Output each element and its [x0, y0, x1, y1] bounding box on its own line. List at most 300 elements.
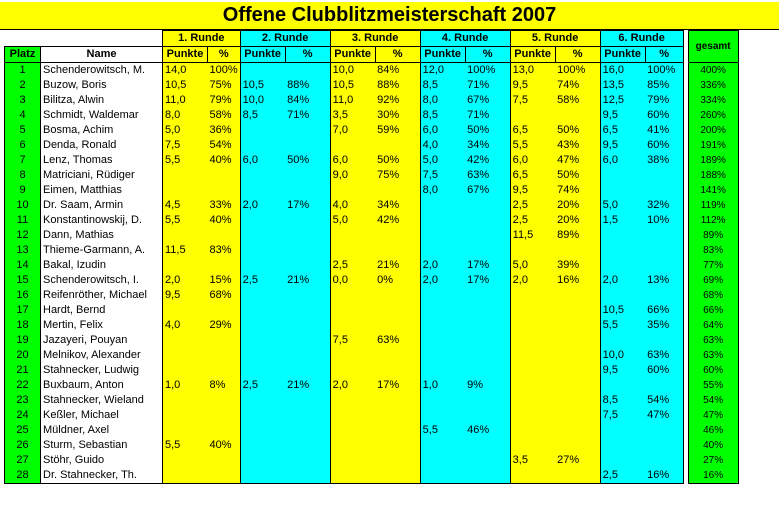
gesamt-cell: 60%: [688, 363, 738, 378]
round-2-points-cell: [240, 168, 285, 183]
round-5-points-cell: 6,5: [510, 168, 555, 183]
round-5-percent-cell: [555, 378, 600, 393]
player-name-cell: Hardt, Bernd: [41, 303, 163, 318]
round-2-points-cell: [240, 303, 285, 318]
round-1-points-cell: 11,0: [163, 93, 208, 108]
round-2-points-cell: 2,5: [240, 273, 285, 288]
round-1-percent-cell: [208, 348, 241, 363]
round-6-points-cell: 5,0: [600, 198, 645, 213]
round-5-points-cell: [510, 378, 555, 393]
round-6-points-cell: [600, 258, 645, 273]
gesamt-cell: 112%: [688, 213, 738, 228]
round-2-percent-cell: [285, 243, 330, 258]
round-5-points-cell: 11,5: [510, 228, 555, 243]
round-6-percent-cell: 100%: [645, 63, 683, 79]
round-5-percent-cell: [555, 393, 600, 408]
table-row: [5, 393, 739, 408]
round-5-percent-cell: [555, 348, 600, 363]
round-4-percent-cell: 9%: [465, 378, 510, 393]
round-5-points-cell: 7,5: [510, 93, 555, 108]
pct-header: %: [208, 47, 241, 63]
round-2-percent-cell: 17%: [285, 198, 330, 213]
standings-table: [4, 30, 739, 484]
round-1-percent-cell: 83%: [208, 243, 241, 258]
round-3-percent-cell: [375, 468, 420, 484]
round-3-points-cell: 2,5: [330, 258, 375, 273]
round-1-percent-cell: 75%: [208, 78, 241, 93]
round-1-percent-cell: 68%: [208, 288, 241, 303]
round-6-points-cell: 6,5: [600, 123, 645, 138]
table-row: [5, 273, 739, 288]
platz-cell: 9: [5, 183, 41, 198]
round-4-percent-cell: [465, 288, 510, 303]
table-row: [5, 318, 739, 333]
round-5-points-cell: 2,5: [510, 198, 555, 213]
round-3-percent-cell: [375, 318, 420, 333]
round-1-percent-cell: [208, 333, 241, 348]
player-name-cell: Buxbaum, Anton: [41, 378, 163, 393]
round-3-percent-cell: [375, 183, 420, 198]
gesamt-cell: 66%: [688, 303, 738, 318]
round-6-percent-cell: 60%: [645, 138, 683, 153]
round-1-percent-cell: [208, 453, 241, 468]
round-3-points-cell: 10,0: [330, 63, 375, 79]
round-5-percent-cell: 43%: [555, 138, 600, 153]
round-5-points-cell: [510, 408, 555, 423]
round-6-percent-cell: [645, 333, 683, 348]
round-1-percent-cell: 58%: [208, 108, 241, 123]
round-1-points-cell: [163, 228, 208, 243]
round-2-percent-cell: 21%: [285, 273, 330, 288]
round-6-points-cell: 6,0: [600, 153, 645, 168]
platz-cell: 18: [5, 318, 41, 333]
round-6-percent-cell: [645, 453, 683, 468]
round-5-points-cell: 2,5: [510, 213, 555, 228]
round-2-percent-cell: [285, 408, 330, 423]
round-2-percent-cell: [285, 228, 330, 243]
player-name-cell: Stahnecker, Ludwig: [41, 363, 163, 378]
round-2-header: 2. Runde: [240, 31, 330, 47]
round-3-points-cell: [330, 363, 375, 378]
player-name-cell: Buzow, Boris: [41, 78, 163, 93]
round-5-points-cell: 5,5: [510, 138, 555, 153]
round-1-percent-cell: 54%: [208, 138, 241, 153]
round-4-percent-cell: 100%: [465, 63, 510, 79]
round-6-percent-cell: [645, 258, 683, 273]
round-1-points-cell: 4,5: [163, 198, 208, 213]
player-name-cell: Bilitza, Alwin: [41, 93, 163, 108]
round-1-percent-cell: [208, 303, 241, 318]
round-4-points-cell: [420, 453, 465, 468]
round-6-points-cell: [600, 288, 645, 303]
gesamt-cell: 188%: [688, 168, 738, 183]
player-name-cell: Lenz, Thomas: [41, 153, 163, 168]
round-5-percent-cell: 74%: [555, 78, 600, 93]
platz-cell: 21: [5, 363, 41, 378]
round-2-points-cell: [240, 348, 285, 363]
player-name-cell: Konstantinowskij, D.: [41, 213, 163, 228]
round-3-points-cell: 3,5: [330, 108, 375, 123]
round-4-points-cell: 7,5: [420, 168, 465, 183]
round-4-points-cell: [420, 243, 465, 258]
round-5-points-cell: [510, 108, 555, 123]
round-6-points-cell: 10,0: [600, 348, 645, 363]
gesamt-cell: 77%: [688, 258, 738, 273]
round-4-points-cell: 4,0: [420, 138, 465, 153]
platz-cell: 5: [5, 123, 41, 138]
round-3-points-cell: 7,5: [330, 333, 375, 348]
round-4-points-cell: [420, 363, 465, 378]
round-5-points-cell: 9,5: [510, 78, 555, 93]
round-2-points-cell: [240, 408, 285, 423]
round-1-points-cell: 1,0: [163, 378, 208, 393]
round-6-percent-cell: 47%: [645, 408, 683, 423]
table-row: [5, 438, 739, 453]
round-2-points-cell: [240, 453, 285, 468]
round-6-percent-cell: 35%: [645, 318, 683, 333]
round-3-percent-cell: 42%: [375, 213, 420, 228]
gesamt-cell: 46%: [688, 423, 738, 438]
round-6-points-cell: 13,5: [600, 78, 645, 93]
round-1-percent-cell: 15%: [208, 273, 241, 288]
round-5-percent-cell: [555, 303, 600, 318]
round-4-points-cell: [420, 438, 465, 453]
player-name-cell: Bosma, Achim: [41, 123, 163, 138]
round-5-points-cell: [510, 303, 555, 318]
punkte-header: Punkte: [330, 47, 375, 63]
round-4-percent-cell: [465, 468, 510, 484]
round-3-points-cell: 6,0: [330, 153, 375, 168]
round-4-percent-cell: [465, 363, 510, 378]
round-6-percent-cell: 38%: [645, 153, 683, 168]
round-2-percent-cell: [285, 63, 330, 79]
round-2-percent-cell: 71%: [285, 108, 330, 123]
player-name-cell: Schenderowitsch, I.: [41, 273, 163, 288]
table-row: [5, 468, 739, 484]
round-5-percent-cell: [555, 243, 600, 258]
round-3-points-cell: [330, 468, 375, 484]
round-3-points-cell: [330, 303, 375, 318]
round-4-percent-cell: 46%: [465, 423, 510, 438]
platz-cell: 4: [5, 108, 41, 123]
player-name-cell: Stahnecker, Wieland: [41, 393, 163, 408]
round-6-points-cell: 1,5: [600, 213, 645, 228]
gesamt-cell: 119%: [688, 198, 738, 213]
table-row: [5, 78, 739, 93]
gesamt-cell: 191%: [688, 138, 738, 153]
round-2-percent-cell: 88%: [285, 78, 330, 93]
round-3-points-cell: [330, 348, 375, 363]
gesamt-cell: 336%: [688, 78, 738, 93]
table-row: [5, 303, 739, 318]
gesamt-cell: 40%: [688, 438, 738, 453]
table-row: [5, 258, 739, 273]
round-4-percent-cell: [465, 198, 510, 213]
round-3-points-cell: 0,0: [330, 273, 375, 288]
round-2-points-cell: [240, 318, 285, 333]
table-row: [5, 168, 739, 183]
round-1-points-cell: 14,0: [163, 63, 208, 79]
gesamt-cell: 63%: [688, 348, 738, 363]
round-3-percent-cell: [375, 303, 420, 318]
table-row: [5, 333, 739, 348]
round-2-percent-cell: 21%: [285, 378, 330, 393]
round-2-points-cell: [240, 363, 285, 378]
gesamt-cell: 54%: [688, 393, 738, 408]
gesamt-cell: 400%: [688, 63, 738, 79]
round-5-percent-cell: 27%: [555, 453, 600, 468]
platz-cell: 6: [5, 138, 41, 153]
round-3-points-cell: [330, 423, 375, 438]
round-1-points-cell: [163, 183, 208, 198]
round-6-header: 6. Runde: [600, 31, 683, 47]
round-2-points-cell: [240, 393, 285, 408]
round-2-points-cell: 10,0: [240, 93, 285, 108]
round-6-points-cell: [600, 243, 645, 258]
platz-cell: 17: [5, 303, 41, 318]
round-5-points-cell: [510, 243, 555, 258]
round-1-points-cell: 8,0: [163, 108, 208, 123]
round-5-percent-cell: [555, 408, 600, 423]
round-2-percent-cell: [285, 363, 330, 378]
punkte-header: Punkte: [600, 47, 645, 63]
platz-cell: 12: [5, 228, 41, 243]
round-2-points-cell: 8,5: [240, 108, 285, 123]
round-1-points-cell: 4,0: [163, 318, 208, 333]
platz-cell: 19: [5, 333, 41, 348]
round-6-points-cell: [600, 453, 645, 468]
pct-header: %: [645, 47, 683, 63]
punkte-header: Punkte: [510, 47, 555, 63]
round-1-percent-cell: [208, 168, 241, 183]
round-4-points-cell: [420, 288, 465, 303]
column-header-row: [5, 47, 739, 63]
player-name-cell: Thieme-Garmann, A.: [41, 243, 163, 258]
table-row: [5, 288, 739, 303]
round-5-percent-cell: 16%: [555, 273, 600, 288]
round-2-percent-cell: 50%: [285, 153, 330, 168]
round-6-percent-cell: 32%: [645, 198, 683, 213]
round-1-percent-cell: [208, 258, 241, 273]
platz-header: Platz: [5, 47, 41, 63]
table-row: [5, 123, 739, 138]
round-5-points-cell: [510, 333, 555, 348]
round-5-percent-cell: 50%: [555, 123, 600, 138]
round-3-points-cell: 5,0: [330, 213, 375, 228]
round-3-percent-cell: [375, 408, 420, 423]
round-2-points-cell: [240, 123, 285, 138]
punkte-header: Punkte: [420, 47, 465, 63]
round-4-percent-cell: 71%: [465, 78, 510, 93]
gesamt-cell: 200%: [688, 123, 738, 138]
round-4-points-cell: 8,0: [420, 183, 465, 198]
round-4-percent-cell: 50%: [465, 123, 510, 138]
round-4-percent-cell: 17%: [465, 258, 510, 273]
table-row: [5, 138, 739, 153]
round-4-points-cell: [420, 408, 465, 423]
round-3-percent-cell: 50%: [375, 153, 420, 168]
page-title: Offene Clubblitzmeisterschaft 2007: [0, 2, 779, 30]
round-4-percent-cell: [465, 243, 510, 258]
round-1-points-cell: [163, 468, 208, 484]
round-2-percent-cell: [285, 468, 330, 484]
platz-cell: 26: [5, 438, 41, 453]
round-4-points-cell: 2,0: [420, 273, 465, 288]
round-5-points-cell: 3,5: [510, 453, 555, 468]
round-4-percent-cell: [465, 438, 510, 453]
round-3-points-cell: [330, 288, 375, 303]
round-2-percent-cell: [285, 123, 330, 138]
round-1-percent-cell: 8%: [208, 378, 241, 393]
round-4-points-cell: 8,0: [420, 93, 465, 108]
round-5-points-cell: [510, 318, 555, 333]
round-4-points-cell: 1,0: [420, 378, 465, 393]
round-6-percent-cell: [645, 243, 683, 258]
round-2-percent-cell: [285, 423, 330, 438]
pct-header: %: [555, 47, 600, 63]
round-3-percent-cell: [375, 288, 420, 303]
round-2-points-cell: 10,5: [240, 78, 285, 93]
platz-cell: 20: [5, 348, 41, 363]
round-3-percent-cell: 17%: [375, 378, 420, 393]
round-4-points-cell: 8,5: [420, 108, 465, 123]
round-2-percent-cell: [285, 213, 330, 228]
round-3-percent-cell: 92%: [375, 93, 420, 108]
round-1-percent-cell: 29%: [208, 318, 241, 333]
platz-cell: 27: [5, 453, 41, 468]
round-2-points-cell: [240, 258, 285, 273]
round-3-points-cell: 11,0: [330, 93, 375, 108]
player-name-cell: Jazayeri, Pouyan: [41, 333, 163, 348]
round-6-percent-cell: [645, 288, 683, 303]
round-2-points-cell: [240, 423, 285, 438]
round-3-percent-cell: [375, 393, 420, 408]
round-3-percent-cell: [375, 423, 420, 438]
round-5-percent-cell: 89%: [555, 228, 600, 243]
round-6-percent-cell: [645, 423, 683, 438]
round-5-percent-cell: 74%: [555, 183, 600, 198]
player-name-cell: Melnikov, Alexander: [41, 348, 163, 363]
gesamt-cell: 68%: [688, 288, 738, 303]
platz-cell: 28: [5, 468, 41, 484]
round-1-percent-cell: 100%: [208, 63, 241, 79]
gesamt-cell: 55%: [688, 378, 738, 393]
round-1-percent-cell: [208, 468, 241, 484]
round-1-points-cell: [163, 453, 208, 468]
round-1-percent-cell: 36%: [208, 123, 241, 138]
round-2-percent-cell: [285, 138, 330, 153]
round-1-points-cell: 7,5: [163, 138, 208, 153]
round-6-points-cell: 12,5: [600, 93, 645, 108]
round-1-points-cell: 10,5: [163, 78, 208, 93]
round-6-percent-cell: 63%: [645, 348, 683, 363]
round-2-points-cell: [240, 63, 285, 79]
round-5-percent-cell: [555, 438, 600, 453]
round-3-points-cell: [330, 318, 375, 333]
round-1-points-cell: 5,5: [163, 153, 208, 168]
round-2-percent-cell: 84%: [285, 93, 330, 108]
round-4-percent-cell: [465, 333, 510, 348]
round-1-points-cell: [163, 423, 208, 438]
round-4-percent-cell: [465, 453, 510, 468]
round-5-points-cell: 9,5: [510, 183, 555, 198]
round-4-points-cell: [420, 318, 465, 333]
round-5-percent-cell: 47%: [555, 153, 600, 168]
platz-cell: 15: [5, 273, 41, 288]
round-4-points-cell: 5,5: [420, 423, 465, 438]
round-2-percent-cell: [285, 168, 330, 183]
player-name-cell: Dr. Saam, Armin: [41, 198, 163, 213]
round-4-points-cell: [420, 213, 465, 228]
round-1-percent-cell: 40%: [208, 153, 241, 168]
round-3-points-cell: [330, 228, 375, 243]
round-3-percent-cell: 30%: [375, 108, 420, 123]
player-name-cell: Müldner, Axel: [41, 423, 163, 438]
round-2-percent-cell: [285, 303, 330, 318]
round-3-points-cell: [330, 183, 375, 198]
round-1-percent-cell: [208, 363, 241, 378]
round-4-percent-cell: [465, 393, 510, 408]
table-row: [5, 408, 739, 423]
round-5-percent-cell: [555, 423, 600, 438]
player-name-cell: Schenderowitsch, M.: [41, 63, 163, 79]
table-row: [5, 198, 739, 213]
table-row: [5, 348, 739, 363]
round-2-percent-cell: [285, 258, 330, 273]
round-2-percent-cell: [285, 438, 330, 453]
pct-header: %: [375, 47, 420, 63]
round-1-percent-cell: 79%: [208, 93, 241, 108]
round-4-percent-cell: [465, 303, 510, 318]
round-6-points-cell: 16,0: [600, 63, 645, 79]
pct-header: %: [465, 47, 510, 63]
round-4-percent-cell: [465, 318, 510, 333]
round-1-points-cell: 5,0: [163, 123, 208, 138]
player-name-cell: Reifenröther, Michael: [41, 288, 163, 303]
round-5-points-cell: 5,0: [510, 258, 555, 273]
round-3-points-cell: [330, 243, 375, 258]
table-row: [5, 153, 739, 168]
round-1-percent-cell: [208, 423, 241, 438]
round-6-percent-cell: 54%: [645, 393, 683, 408]
round-4-points-cell: 6,0: [420, 123, 465, 138]
round-2-points-cell: [240, 243, 285, 258]
round-5-points-cell: [510, 363, 555, 378]
round-6-percent-cell: 10%: [645, 213, 683, 228]
round-2-points-cell: [240, 288, 285, 303]
round-3-percent-cell: 0%: [375, 273, 420, 288]
round-3-points-cell: [330, 138, 375, 153]
round-2-points-cell: 2,0: [240, 198, 285, 213]
round-2-percent-cell: [285, 453, 330, 468]
round-3-percent-cell: 63%: [375, 333, 420, 348]
round-2-points-cell: [240, 183, 285, 198]
round-6-points-cell: 5,5: [600, 318, 645, 333]
round-4-header: 4. Runde: [420, 31, 510, 47]
round-1-points-cell: [163, 258, 208, 273]
round-5-percent-cell: [555, 108, 600, 123]
round-2-percent-cell: [285, 393, 330, 408]
round-4-points-cell: [420, 333, 465, 348]
punkte-header: Punkte: [163, 47, 208, 63]
round-2-percent-cell: [285, 333, 330, 348]
round-4-percent-cell: [465, 228, 510, 243]
player-name-cell: Eimen, Matthias: [41, 183, 163, 198]
round-6-points-cell: 8,5: [600, 393, 645, 408]
round-3-percent-cell: 88%: [375, 78, 420, 93]
round-2-points-cell: [240, 228, 285, 243]
platz-cell: 22: [5, 378, 41, 393]
